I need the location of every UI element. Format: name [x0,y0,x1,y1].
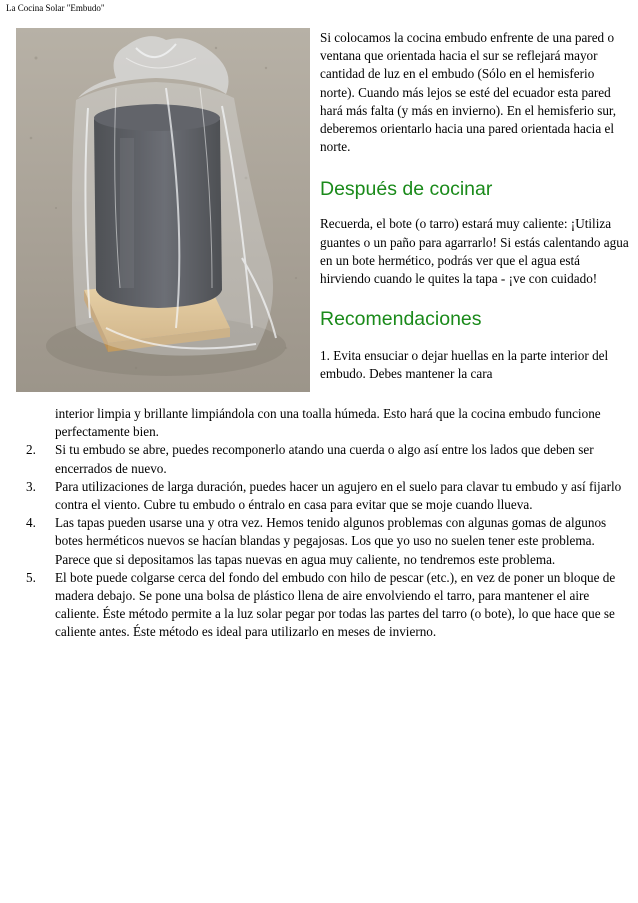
list-item [26,569,630,642]
after-cooking-paragraph: Recuerda, el bote (o tarro) estará muy caliente: ¡Utiliza guantes o un paño para agarrarlo! Si estás calentando agua en un bote hermético, podrás ver que el agua está hirviendo cuando le quites la tapa - ¡ve con cuidado! [320,216,629,287]
heading-after-cooking: Después de cocinar [320,178,493,201]
intro-paragraph: Si colocamos la cocina embudo enfrente de una pared o ventana que orientada hacia el sur se reflejará mayor cantidad de luz en el embudo (Sólo en el hemisferio norte). Cuando más lejos se esté del ecuador esta pared hará más falta (y más en invierno). En el hemisferio sur, deberemos orientarlo hacia una pared orientada hacia el norte. [320,30,617,155]
list-number: 4. [26,515,36,531]
list-item-1-start: 1. Evita ensuciar o dejar huellas en la parte interior del embudo. Debes mantener la cara [320,348,609,382]
list-item [26,441,630,477]
heading-recommendations: Recomendaciones [320,308,482,331]
list-item-text: Las tapas pueden usarse una y otra vez. Hemos tenido algunos problemas con algunas gomas de algunos botes herméticos nuevos se hacían blandas y pegajosas. Los que yo uso no suelen tener este problema. Parece que si depositamos las tapas nuevas en agua muy caliente, no tendremos este problema. [55,515,607,567]
right-column [320,29,632,384]
list-item-text: Para utilizaciones de larga duración, puedes hacer un agujero en el suelo para clavar tu embudo y así fijarlo contra el viento. Cubre tu embudo o éntralo en casa para evitar que se moje cuando llueva. [55,478,622,513]
recommendations-list [26,405,630,642]
list-item-text: El bote puede colgarse cerca del fondo del embudo con hilo de pescar (etc.), en vez de poner un bloque de madera debajo. Se pone una bolsa de plástico llena de aire envolviendo el tarro, para mantener el aire caliente. Éste método permite a la luz solar pegar por todas las partes del tarro (o bote), lo que hace que se caliente antes. Éste método es ideal para utilizarlo en meses de invierno. [55,569,616,640]
running-header: La Cocina Solar "Embudo" [6,3,105,13]
photo-funnel-cooker-icon [16,28,310,392]
list-number: 5. [26,569,36,585]
list-number: 3. [26,478,36,494]
list-number: 2. [26,442,36,458]
list-item [26,514,630,569]
list-item-text: Si tu embudo se abre, puedes recomponerlo atando una cuerda o algo así entre los lados que deben ser encerrados de nuevo. [55,442,594,476]
list-item-1-continuation: interior limpia y brillante limpiándola con una toalla húmeda. Esto hará que la cocina embudo funcione perfectamente bien. [55,406,601,440]
list-item [26,478,630,514]
